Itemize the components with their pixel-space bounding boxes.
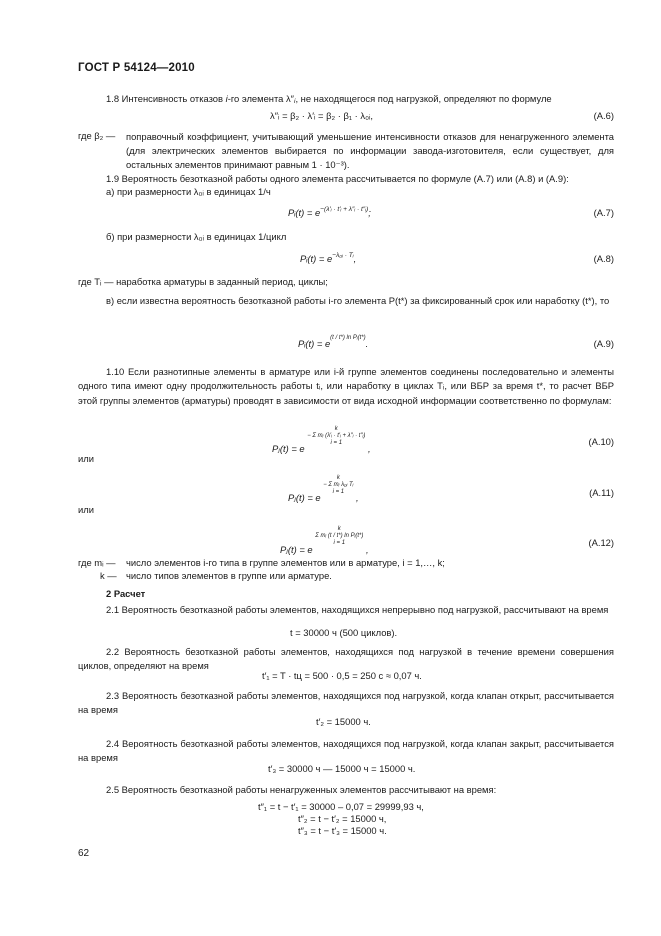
formula-2-4: t′₃ = 30000 ч — 15000 ч = 15000 ч. [268, 763, 416, 774]
eqA10-lim-bot: i = 1 [330, 440, 343, 446]
page-number: 62 [78, 848, 90, 859]
p18-var: i [225, 93, 228, 104]
eqA11-lhs: Pⱼ(t) = e [288, 492, 321, 503]
p18-pre: 1.8 Интенсивность отказов [106, 93, 224, 104]
formula-2-3: t′₂ = 15000 ч. [316, 716, 371, 727]
p18-post: -го элемента λ″ [227, 93, 294, 104]
where-k-text: число типов элементов в группе или арматуре. [126, 570, 332, 581]
case-a-text: а) при размерности λ₀ᵢ в единицах 1/ч [106, 186, 271, 197]
eqA10-tail: , [367, 443, 371, 454]
eqA8-lhs: Pᵢ(t) = e [300, 253, 333, 264]
equation-a8 [300, 253, 356, 266]
eqA11-lim-top: k [336, 475, 340, 481]
equation-a10 [272, 426, 371, 456]
eqA11-exp: − Σ mᵢ λ₀ᵢ Tᵢ [323, 482, 354, 488]
equation-a8-number: (A.8) [593, 253, 614, 264]
paragraph-1-8 [78, 92, 614, 106]
paragraph-1-10: 1.10 Если разнотипные элементы в арматуре или i-й группе элементов соединены последовательно и элементы одного типа имеют одну продолжительность работы tᵢ, или наработку в циклах Tᵢ, или ВБР за время t*, то расчет ВБР этой группы элементов (арматуры) проводят в зависимости от вида исходной информации соответственно по формулам: [78, 366, 614, 406]
eqA12-lim-bot: i = 1 [333, 540, 346, 546]
document-header: ГОСТ Р 54124—2010 [78, 62, 195, 74]
eqA10-lim-top: k [334, 426, 338, 432]
equation-a12 [280, 526, 369, 557]
formula-2-5-2: t″₂ = t − t′₂ = 15000 ч, [298, 813, 387, 824]
case-c-text: в) если известна вероятность безотказной работы i-го элемента P(t*) за фиксированный срок или наработку (t*), то [106, 295, 610, 306]
eqA7-tail: ; [368, 207, 371, 218]
paragraph-2-2: 2.2 Вероятность безотказной работы элементов, находящихся под нагрузкой в течение времени совершения циклов, определяют на время [78, 646, 614, 672]
where-m-text: число элементов i-го типа в группе элементов или в арматуре, i = 1,…, k; [126, 557, 445, 568]
equation-a7 [288, 207, 371, 220]
where-beta-label: где β₂ — [78, 130, 116, 141]
equation-a12-number: (A.12) [588, 537, 614, 548]
eqA9-lhs: Pᵢ(t) = e [298, 338, 331, 349]
where-T-text: где Tᵢ — наработка арматуры в заданный период, циклы; [78, 276, 328, 287]
eqA10-lhs: Pⱼ(t) = e [272, 443, 305, 454]
case-b-text: б) при размерности λ₀ᵢ в единицах 1/цикл [106, 231, 287, 242]
equation-a9-number: (A.9) [593, 338, 614, 349]
eqA7-exp: −(λ′ᵢ · t′ᵢ + λ″ᵢ · t″ᵢ) [320, 206, 369, 213]
equation-a7-number: (A.7) [593, 207, 614, 218]
section-2-title: 2 Расчет [106, 588, 146, 599]
p18-tail: , не находящегося под нагрузкой, определяют по формуле [295, 93, 552, 104]
formula-2-5-1: t″₁ = t − t′₁ = 30000 – 0,07 = 29999,93 ч, [258, 801, 424, 812]
eqA7-lhs: Pᵢ(t) = e [288, 207, 321, 218]
where-k-label: k — [100, 570, 117, 581]
eqA9-tail: . [365, 338, 369, 349]
formula-2-2: t′₁ = T · tц = 500 · 0,5 = 250 с ≈ 0,07 ч. [262, 670, 422, 681]
where-beta-text: поправочный коэффициент, учитывающий уменьшение интенсивности отказов для ненагруженного элемента (для электрических элементов выбирается по информации завода-изготовителя, если существует, для остальных элементов принимают равным 1 · 10⁻³). [126, 131, 614, 170]
eqA12-exp: Σ mᵢ (t / t*) ln Pᵢ(t*) [315, 533, 364, 539]
paragraph-2-3: 2.3 Вероятность безотказной работы элементов, находящихся под нагрузкой, когда клапан открыт, рассчитывается на время [78, 690, 614, 716]
equation-a6-number: (A.6) [593, 110, 614, 121]
eqA9-exp: (t / t*) ln Pᵢ(t*) [330, 335, 366, 341]
where-m-label: где mᵢ — [78, 557, 116, 568]
equation-a6: λ″ᵢ = β₂ · λ′ᵢ = β₂ · β₁ · λ₀ᵢ, [270, 110, 374, 121]
or-2: или [78, 504, 94, 515]
eqA8-exp: −λ₀ᵢ · Tᵢ [332, 252, 354, 259]
eqA11-lim-bot: i = 1 [332, 489, 345, 495]
eqA12-lim-top: k [337, 526, 341, 532]
p18-post-sub: i [293, 98, 296, 105]
eqA10-exp: − Σ mᵢ (λ′ᵢ · t′ᵢ + λ″ᵢ · t″ᵢ) [307, 433, 366, 439]
formula-2-1: t = 30000 ч (500 циклов). [290, 627, 398, 638]
paragraph-2-4: 2.4 Вероятность безотказной работы элементов, находящихся под нагрузкой, когда клапан закрыт, рассчитывается на время [78, 738, 614, 764]
equation-a11-number: (A.11) [589, 487, 614, 498]
equation-a9 [298, 335, 369, 351]
eqA12-lhs: Pⱼ(t) = e [280, 544, 313, 555]
paragraph-1-9: 1.9 Вероятность безотказной работы одного элемента рассчитывается по формуле (А.7) или (А.8) и (А.9): [106, 173, 569, 184]
paragraph-2-5: 2.5 Вероятность безотказной работы ненагруженных элементов рассчитывают на время: [106, 784, 497, 795]
equation-a10-number: (A.10) [588, 436, 614, 447]
eqA12-tail: , [365, 544, 369, 555]
equation-a11 [288, 475, 359, 505]
eqA11-tail: , [356, 492, 359, 503]
or-1: или [78, 453, 94, 464]
paragraph-2-1: 2.1 Вероятность безотказной работы элементов, находящихся непрерывно под нагрузкой, рассчитывают на время [106, 604, 609, 615]
eqA8-tail: , [353, 253, 357, 264]
formula-2-5-3: t″₃ = t − t′₃ = 15000 ч. [298, 825, 387, 836]
